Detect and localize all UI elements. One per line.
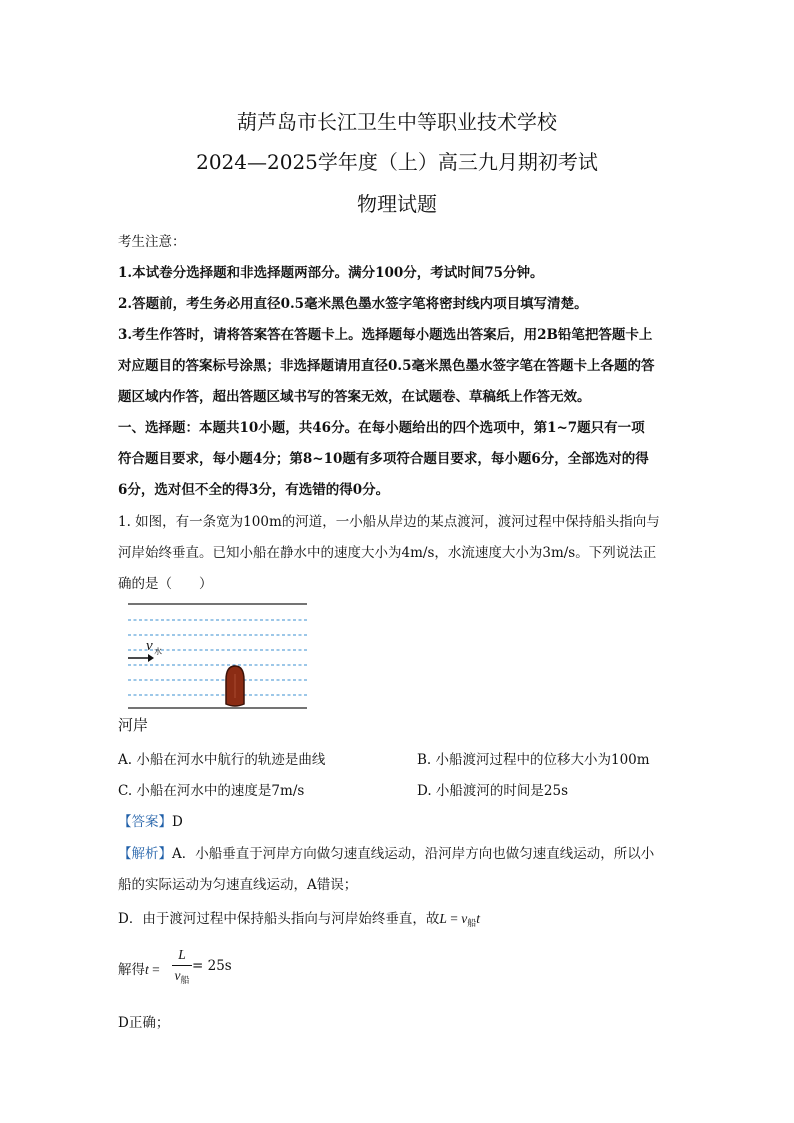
velocity-symbol: v xyxy=(146,638,153,654)
water-velocity-arrow xyxy=(128,654,154,662)
analysis-d-line: D．由于渡河过程中保持船头指向与河岸始终垂直，故$L = v_船t$ xyxy=(118,911,480,928)
boat-icon xyxy=(226,666,244,706)
school-title: 葫芦岛市长江卫生中等职业技术学校 xyxy=(237,110,557,134)
exam-title: 2024—2025学年度（上）高三九月期初考试 xyxy=(196,150,598,174)
notice-item-1: 1.本试卷分选择题和非选择题两部分。满分100分，考试时间75分钟。 xyxy=(118,265,544,281)
analysis-line-1: 【解析】A．小船垂直于河岸方向做匀速直线运动，沿河岸方向也做匀速直线运动，所以小 xyxy=(118,846,655,862)
bank-label: 河岸 xyxy=(118,716,149,734)
formula-time-lhs: t = xyxy=(145,962,160,977)
answer-tag: 【答案】 xyxy=(118,814,172,830)
question-1-line-3: 确的是（ ） xyxy=(118,576,213,592)
option-a: A. 小船在河水中航行的轨迹是曲线 xyxy=(118,752,326,768)
option-b: B. 小船渡河过程中的位移大小为100m xyxy=(417,752,650,768)
section-1-line-1: 一、选择题：本题共10小题，共46分。在每小题给出的四个选项中，第1~7题只有一项 xyxy=(118,420,645,436)
section-1-line-2: 符合题目要求，每小题4分；第8~10题有多项符合题目要求，每小题6分，全部选对的得 xyxy=(118,451,649,467)
analysis-line-2: 船的实际运动为匀速直线运动，A错误； xyxy=(118,877,358,893)
question-1-line-2: 河岸始终垂直。已知小船在静水中的速度大小为4m/s，水流速度大小为3m/s。下列说法正 xyxy=(118,545,657,561)
water-lines xyxy=(128,620,307,695)
velocity-subscript: 水 xyxy=(154,647,162,656)
option-c: C. 小船在河水中的速度是7m/s xyxy=(118,783,305,799)
answer-value: D xyxy=(172,814,183,830)
notice-item-3-line-2: 对应题目的答案标号涂黑；非选择题请用直径0.5毫米黑色墨水签字笔在答题卡上各题的答 xyxy=(118,358,655,374)
question-1-line-1: 1. 如图，有一条宽为100m的河道，一小船从岸边的某点渡河，渡河过程中保持船头指向与 xyxy=(118,514,660,530)
section-1-line-3: 6分，选对但不全的得3分，有选错的得0分。 xyxy=(118,482,390,498)
analysis-tag: 【解析】 xyxy=(118,846,172,862)
notice-item-2: 2.答题前，考生务必用直径0.5毫米黑色墨水签字笔将密封线内项目填写清楚。 xyxy=(118,296,588,312)
formula-time-fraction: L $v_船$ xyxy=(172,946,192,985)
solve-line: 解得t = xyxy=(118,962,160,978)
formula-time-result: = 25s xyxy=(192,958,232,974)
answer-line xyxy=(118,810,183,830)
river-figure xyxy=(120,598,315,716)
subject-title: 物理试题 xyxy=(357,192,437,216)
option-d: D. 小船渡河的时间是25s xyxy=(417,783,569,799)
notice-item-3-line-1: 3.考生作答时，请将答案答在答题卡上。选择题每小题选出答案后，用2B铅笔把答题卡上 xyxy=(118,327,653,343)
notice-item-3-line-3: 题区域内作答，超出答题区域书写的答案无效，在试题卷、草稿纸上作答无效。 xyxy=(118,389,591,405)
notice-title: 考生注意： xyxy=(118,234,186,250)
analysis-d-conclusion: D正确； xyxy=(118,1015,170,1031)
formula-distance: $L = v_船t$ xyxy=(439,911,480,928)
